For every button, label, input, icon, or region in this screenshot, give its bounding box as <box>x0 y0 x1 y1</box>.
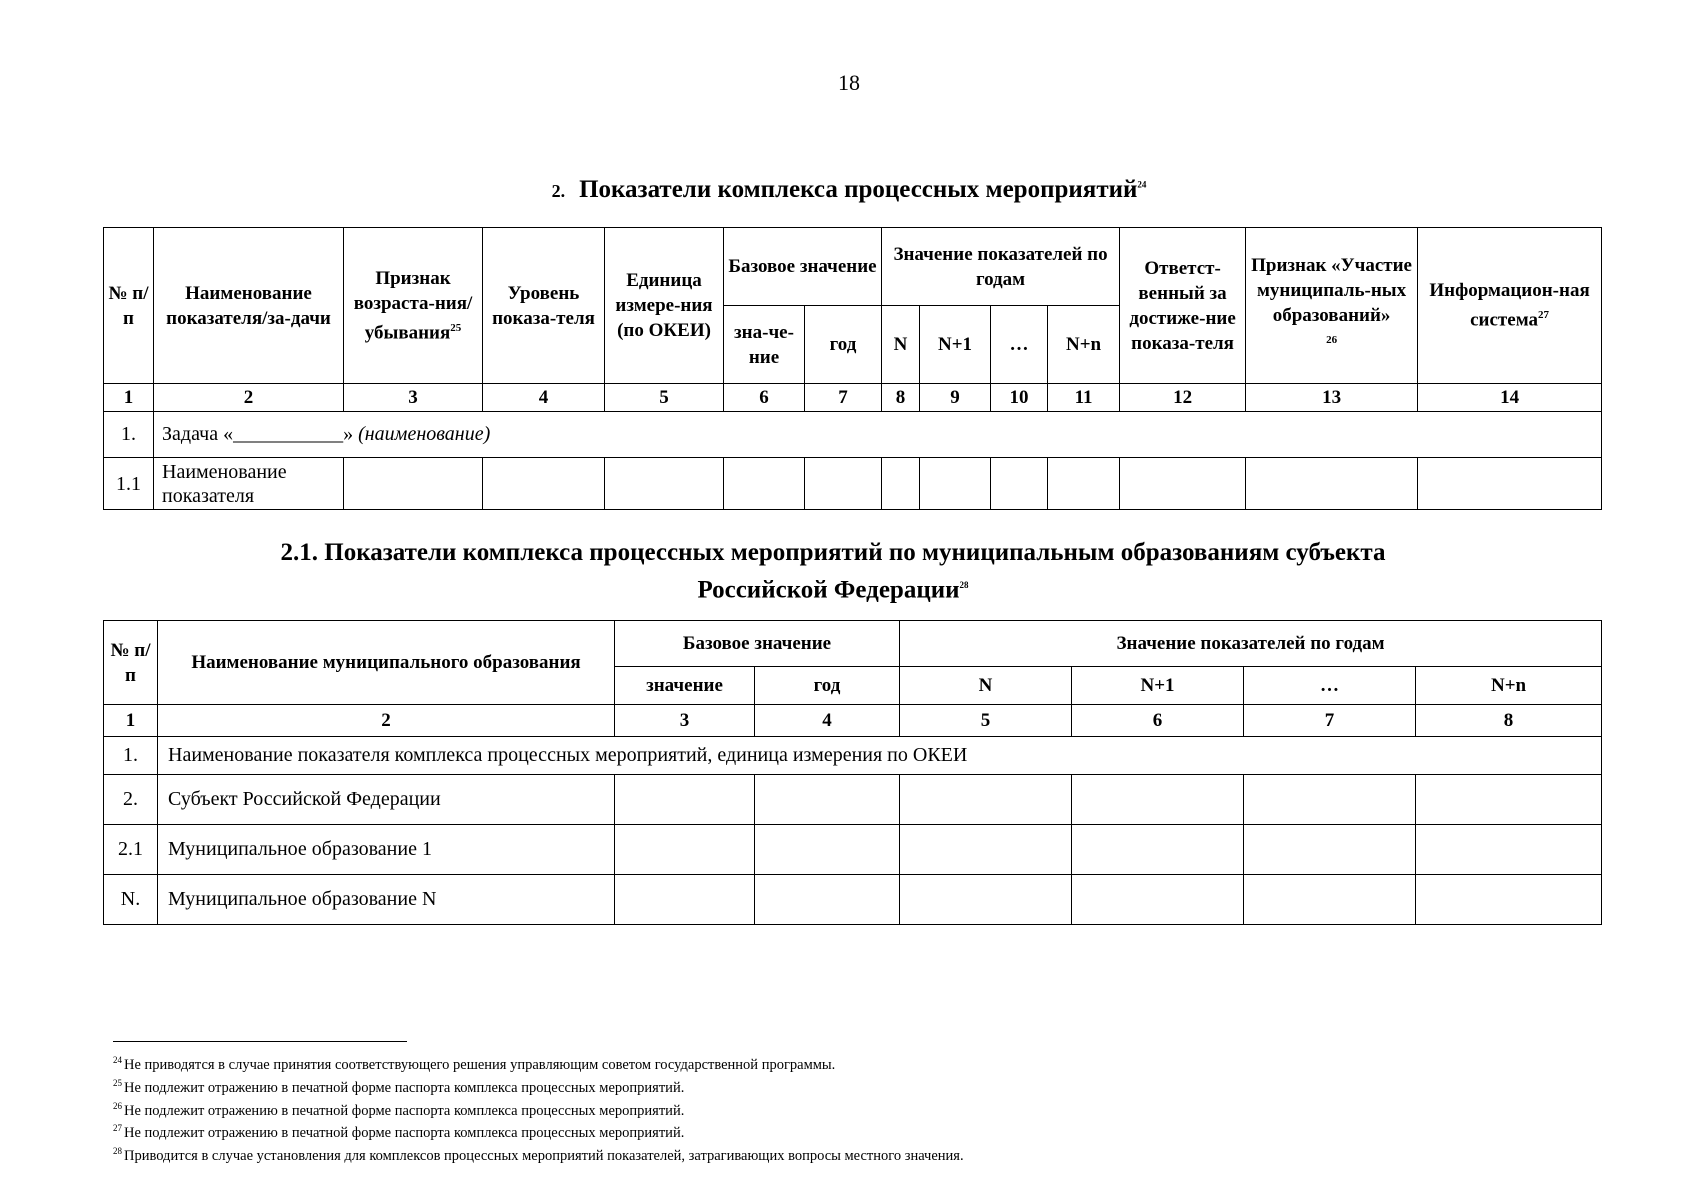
empty-cell <box>755 825 900 875</box>
column-number: 6 <box>1072 705 1244 737</box>
footnote-text: Не приводятся в случае принятия соответствующего решения управляющим советом государственной программы. <box>124 1056 836 1073</box>
header-municipal-participation <box>1246 228 1418 384</box>
header-base-value-year: год <box>805 306 882 384</box>
column-number: 1 <box>104 384 154 412</box>
empty-cell <box>1416 875 1602 925</box>
row-num: 2. <box>104 775 158 825</box>
column-number-row <box>104 705 1602 737</box>
header-info-system <box>1418 228 1602 384</box>
header-num: № п/п <box>104 228 154 384</box>
header-year-nn: N+n <box>1416 667 1602 705</box>
empty-cell <box>1072 875 1244 925</box>
column-number: 4 <box>483 384 605 412</box>
task-row-num: 1. <box>104 412 154 458</box>
column-number: 7 <box>805 384 882 412</box>
empty-cell <box>1418 458 1602 510</box>
section-2-1-title-line2-wrap <box>0 569 1682 606</box>
empty-cell <box>920 458 991 510</box>
task-row-label: Задача «___________» <box>162 423 354 445</box>
footnote-ref: 24 <box>113 1055 122 1065</box>
empty-cell <box>1244 825 1416 875</box>
indicator-row-name: Наименование показателя <box>154 458 344 510</box>
header-base-value: Базовое значение <box>724 228 882 306</box>
section-2-1-title-line1: 2.1. Показатели комплекса процессных мероприятий по муниципальным образованиям субъекта <box>280 539 1386 566</box>
empty-cell <box>1244 775 1416 825</box>
page-number: 18 <box>838 70 860 95</box>
row-name: Муниципальное образование N <box>158 875 615 925</box>
empty-cell <box>483 458 605 510</box>
header-base-value-value: зна-че-ние <box>724 306 805 384</box>
table-row <box>104 825 1602 875</box>
section-2-title: Показатели комплекса процессных мероприятий <box>579 176 1138 203</box>
footnote-ref: 26 <box>113 1100 122 1111</box>
row-name: Наименование показателя комплекса процессных мероприятий, единица измерения по ОКЕИ <box>158 737 1602 775</box>
footnote-ref-26: 26 <box>1326 334 1338 347</box>
column-number: 2 <box>154 384 344 412</box>
empty-cell <box>344 458 483 510</box>
section-2-heading <box>0 176 1698 204</box>
column-number: 6 <box>724 384 805 412</box>
header-growth-sign <box>344 228 483 384</box>
header-year-n1: N+1 <box>1072 667 1244 705</box>
footnote-28 <box>113 1142 1513 1165</box>
column-number: 3 <box>615 705 755 737</box>
column-number: 3 <box>344 384 483 412</box>
process-indicators-table <box>103 227 1602 510</box>
header-responsible: Ответст-венный за достиже-ние показа-теля <box>1120 228 1246 384</box>
footnote-text: Приводится в случае установления для комплексов процессных мероприятий показателей, затрагивающих вопросы местного значения. <box>124 1148 964 1165</box>
row-num: 1. <box>104 737 158 775</box>
header-values-by-year: Значение показателей по годам <box>882 228 1120 306</box>
header-level: Уровень показа-теля <box>483 228 605 384</box>
row-num: 2.1 <box>104 825 158 875</box>
header-unit: Единица измере-ния (по ОКЕИ) <box>605 228 724 384</box>
column-number: 5 <box>605 384 724 412</box>
footnote-text: Не подлежит отражению в печатной форме паспорта комплекса процессных мероприятий. <box>124 1079 685 1096</box>
empty-cell <box>882 458 920 510</box>
section-2-number: 2. <box>551 181 566 201</box>
footnote-ref: 28 <box>113 1146 122 1157</box>
empty-cell <box>900 775 1072 825</box>
indicator-row-num: 1.1 <box>104 458 154 510</box>
empty-cell <box>615 825 755 875</box>
header-year-n: N <box>882 306 920 384</box>
empty-cell <box>900 825 1072 875</box>
task-row <box>104 412 1602 458</box>
column-number: 8 <box>882 384 920 412</box>
empty-cell <box>724 458 805 510</box>
header-municipality-name: Наименование муниципального образования <box>158 621 615 705</box>
header-year-dots: … <box>1244 667 1416 705</box>
table-row <box>104 737 1602 775</box>
empty-cell <box>1072 825 1244 875</box>
empty-cell <box>1120 458 1246 510</box>
header-base-value-value: значение <box>615 667 755 705</box>
header-indicator-name: Наименование показателя/за-дачи <box>154 228 344 384</box>
empty-cell <box>1416 825 1602 875</box>
header-base-value-year: год <box>755 667 900 705</box>
column-number: 2 <box>158 705 615 737</box>
header-year-dots: … <box>991 306 1048 384</box>
header-num: № п/п <box>104 621 158 705</box>
empty-cell <box>991 458 1048 510</box>
table-row <box>104 775 1602 825</box>
section-2-1-heading <box>0 536 1682 606</box>
empty-cell <box>1246 458 1418 510</box>
header-year-n: N <box>900 667 1072 705</box>
header-base-value: Базовое значение <box>615 621 900 667</box>
column-number: 5 <box>900 705 1072 737</box>
footnote-ref-28: 28 <box>959 580 969 590</box>
indicator-row <box>104 458 1602 510</box>
header-year-nn: N+n <box>1048 306 1120 384</box>
footnotes <box>113 1051 1513 1165</box>
task-row-suffix: (наименование) <box>353 423 491 445</box>
footnote-24 <box>113 1051 1513 1074</box>
footnote-ref-24: 24 <box>1137 179 1147 190</box>
empty-cell <box>605 458 724 510</box>
footnote-ref: 27 <box>113 1123 122 1134</box>
footnote-text: Не подлежит отражению в печатной форме паспорта комплекса процессных мероприятий. <box>124 1125 685 1142</box>
footnote-ref: 25 <box>113 1077 122 1088</box>
footnote-text: Не подлежит отражению в печатной форме паспорта комплекса процессных мероприятий. <box>124 1102 685 1119</box>
empty-cell <box>755 875 900 925</box>
footnote-26 <box>113 1097 1513 1120</box>
column-number: 13 <box>1246 384 1418 412</box>
footnote-25 <box>113 1074 1513 1097</box>
row-num: N. <box>104 875 158 925</box>
section-2-1-title-line2: Российской Федерации <box>697 576 960 604</box>
column-number: 12 <box>1120 384 1246 412</box>
header-municipal-participation-label: Признак «Участие муниципаль-ных образований» <box>1251 255 1412 327</box>
column-number-row <box>104 384 1602 412</box>
empty-cell <box>1072 775 1244 825</box>
header-values-by-year: Значение показателей по годам <box>900 621 1602 667</box>
column-number: 4 <box>755 705 900 737</box>
column-number: 9 <box>920 384 991 412</box>
column-number: 8 <box>1416 705 1602 737</box>
row-name: Субъект Российской Федерации <box>158 775 615 825</box>
column-number: 1 <box>104 705 158 737</box>
empty-cell <box>1244 875 1416 925</box>
header-growth-sign-label: Признак возраста-ния/ убывания <box>353 267 473 344</box>
empty-cell <box>755 775 900 825</box>
column-number: 14 <box>1418 384 1602 412</box>
task-row-text <box>154 412 1602 458</box>
row-name: Муниципальное образование 1 <box>158 825 615 875</box>
header-info-system-label: Информацион-ная система <box>1429 280 1590 331</box>
empty-cell <box>1048 458 1120 510</box>
empty-cell <box>1416 775 1602 825</box>
column-number: 7 <box>1244 705 1416 737</box>
column-number: 11 <box>1048 384 1120 412</box>
footnote-27 <box>113 1119 1513 1142</box>
column-number: 10 <box>991 384 1048 412</box>
empty-cell <box>615 775 755 825</box>
municipal-indicators-table <box>103 620 1602 925</box>
table-row <box>104 875 1602 925</box>
footnote-separator <box>113 1041 407 1042</box>
empty-cell <box>805 458 882 510</box>
footnote-ref-25: 25 <box>450 321 462 334</box>
empty-cell <box>615 875 755 925</box>
empty-cell <box>900 875 1072 925</box>
header-year-n1: N+1 <box>920 306 991 384</box>
footnote-ref-27: 27 <box>1538 309 1550 322</box>
